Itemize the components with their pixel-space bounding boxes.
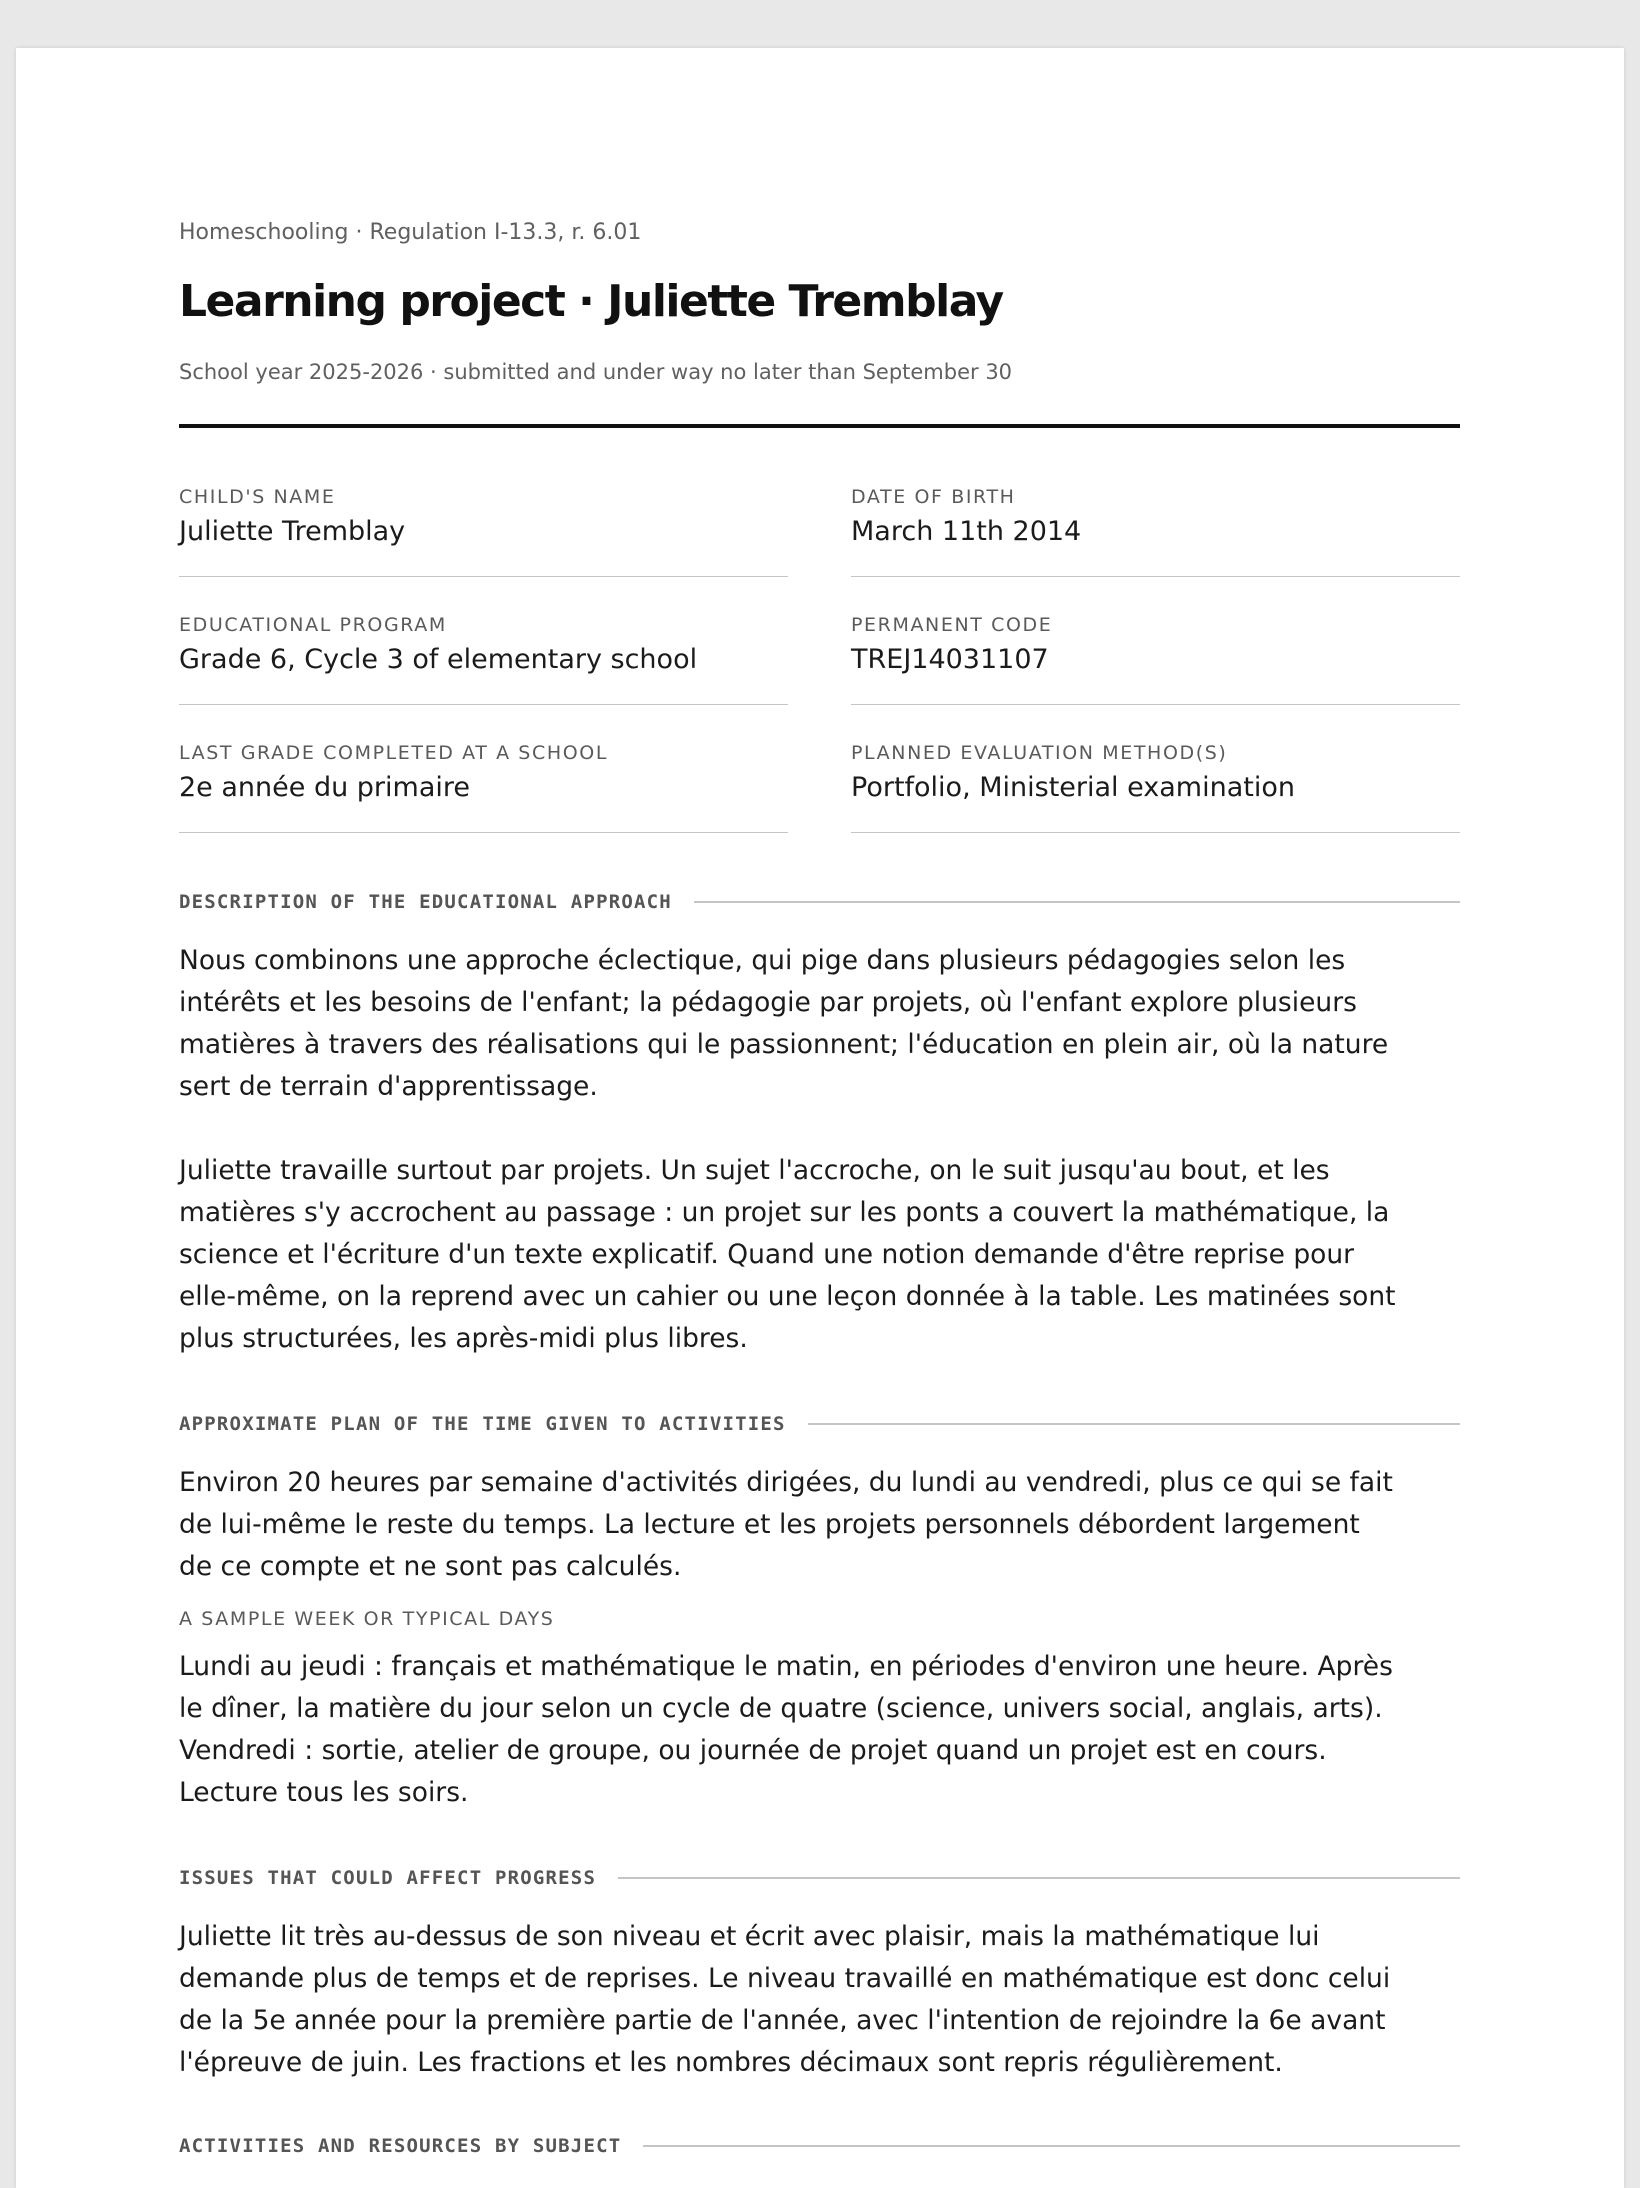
field-value: March 11th 2014 [851,516,1082,547]
approach-paragraph-2: Juliette travaille surtout par projets. Un sujet l'accroche, on le suit jusqu'au bout, et les matières s'y accrochent au passage : un projet sur les ponts a couvert la mathématique, la science et l'écriture d'un texte explicatif. Quand une notion demande d'être reprise pour elle-même, on la reprend avec un cahier ou une leçon donnée à la table. Les matinées sont plus structurées, les après-midi plus libres. [179,1155,1396,1354]
section-heading-text: DESCRIPTION OF THE EDUCATIONAL APPROACH [179,891,672,913]
field-value: Portfolio, Ministerial examination [851,772,1295,803]
field-label: DATE OF BIRTH [851,486,1016,508]
sample-week-paragraph: Lundi au jeudi : français et mathématique le matin, en périodes d'environ une heure. Après le dîner, la matière du jour selon un cycle de quatre (science, univers social, anglais, arts). Vendredi : sortie, atelier de groupe, ou journée de projet quand un projet est en cours. Lecture tous les soirs. [179,1651,1393,1808]
field-value: TREJ14031107 [851,644,1049,675]
field-permanent-code [851,614,1460,705]
header-divider [179,424,1460,428]
field-label: LAST GRADE COMPLETED AT A SCHOOL [179,742,609,764]
field-label: CHILD'S NAME [179,486,336,508]
field-value: Juliette Tremblay [179,516,406,547]
section-heading-issues [179,1866,1460,1890]
field-value: Grade 6, Cycle 3 of elementary school [179,644,698,675]
section-heading-text: ISSUES THAT COULD AFFECT PROGRESS [179,1867,597,1889]
section-heading-time-plan [179,1412,1460,1436]
section-heading-approach [179,890,1460,914]
field-label: PERMANENT CODE [851,614,1053,636]
field-value: 2e année du primaire [179,772,470,803]
field-child-name [179,486,788,577]
time-plan-paragraph: Environ 20 heures par semaine d'activités dirigées, du lundi au vendredi, plus ce qui se fait de lui-même le reste du temps. La lecture et les projets personnels débordent largement de ce compte et ne sont pas calculés. [179,1467,1393,1582]
section-heading-text: ACTIVITIES AND RESOURCES BY SUBJECT [179,2135,622,2157]
sample-week-label: A SAMPLE WEEK OR TYPICAL DAYS [179,1608,555,1630]
document-page [16,48,1624,2188]
page-title: Learning project · Juliette Tremblay [179,276,1003,327]
field-label: EDUCATIONAL PROGRAM [179,614,447,636]
field-label: PLANNED EVALUATION METHOD(S) [851,742,1228,764]
field-last-grade [179,742,788,833]
page-subtitle: School year 2025-2026 · submitted and under way no later than September 30 [179,360,1013,384]
section-divider [808,1423,1460,1425]
section-heading-activities [179,2134,1460,2158]
field-evaluation-methods [851,742,1460,833]
regulation-kicker: Homeschooling · Regulation I-13.3, r. 6.01 [179,220,642,245]
field-educational-program [179,614,788,705]
section-divider [694,901,1460,903]
field-date-of-birth [851,486,1460,577]
approach-paragraph-1: Nous combinons une approche éclectique, qui pige dans plusieurs pédagogies selon les intérêts et les besoins de l'enfant; la pédagogie par projets, où l'enfant explore plusieurs matières à travers des réalisations qui le passionnent; l'éducation en plein air, où la nature sert de terrain d'apprentissage. [179,945,1389,1102]
section-divider [618,1877,1460,1879]
issues-paragraph: Juliette lit très au-dessus de son niveau et écrit avec plaisir, mais la mathématique lui demande plus de temps et de reprises. Le niveau travaillé en mathématique est donc celui de la 5e année pour la première partie de l'année, avec l'intention de rejoindre la 6e avant l'épreuve de juin. Les fractions et les nombres décimaux sont repris régulièrement. [179,1921,1391,2078]
section-divider [643,2145,1460,2147]
section-heading-text: APPROXIMATE PLAN OF THE TIME GIVEN TO ACTIVITIES [179,1413,786,1435]
